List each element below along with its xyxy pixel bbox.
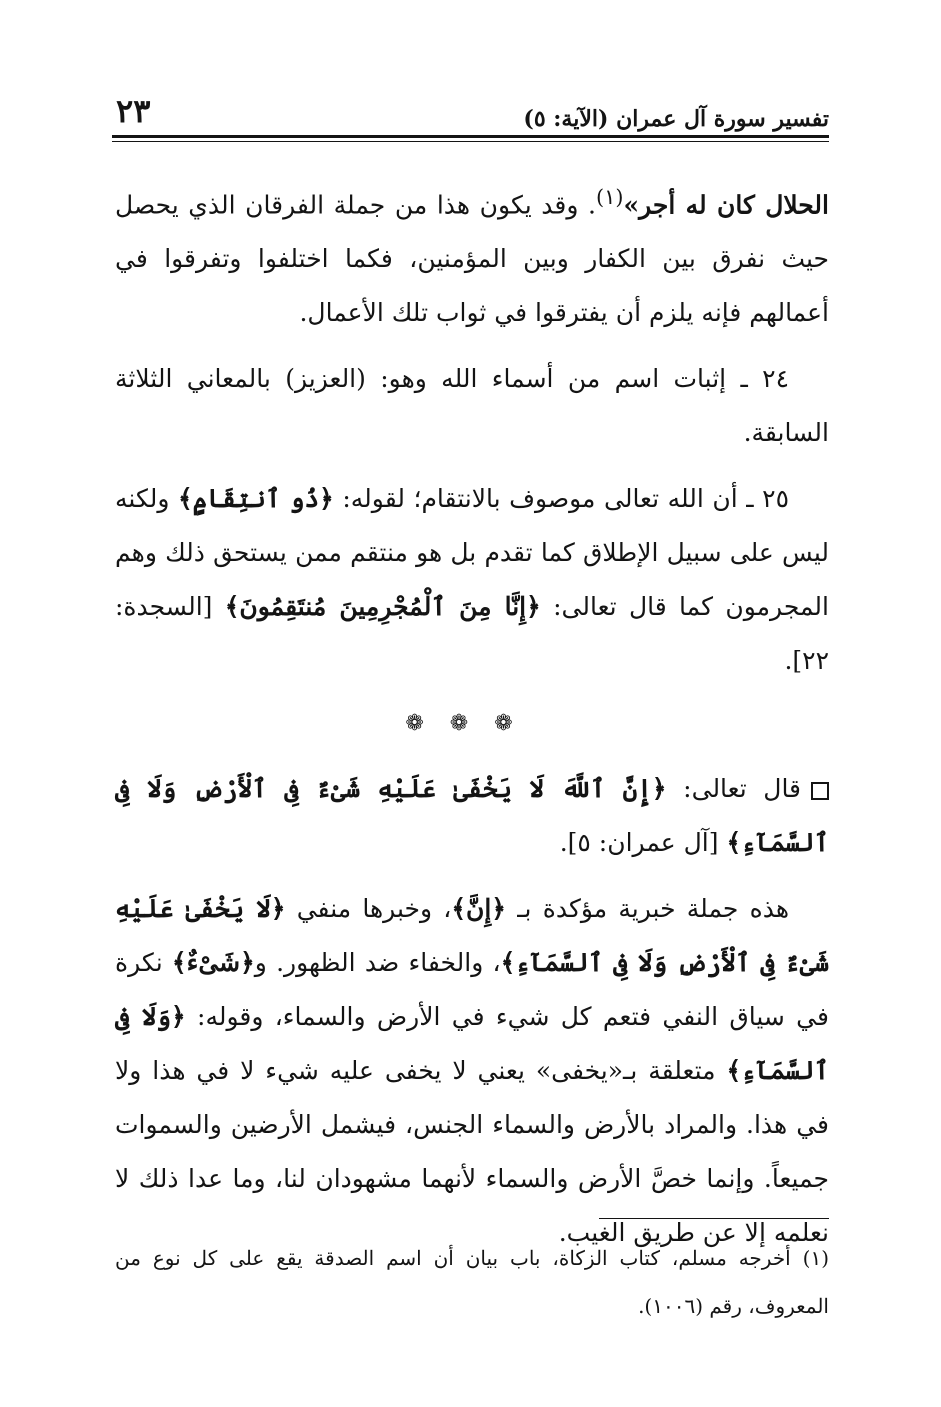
quran-quote: ﴿إِنَّ﴾ [451, 894, 506, 924]
quoted-hadith-end: الحلال كان له أجر» [623, 190, 829, 220]
square-bullet-icon [811, 782, 829, 800]
paragraph-text: ، وخبرها منفي [285, 894, 452, 924]
paragraph-text: متعلقة بـ«يخفى» يعني لا يخفى عليه شيء لا في هذا ولا في هذا. والمراد بالأرض والسماء الجنس، فيشمل الأرضين والسموات جميعاً. وإنما خصَّ الأرض والسماء لأنهما مشهودان لنا، وما عدا ذلك لا نعلمه إلا عن طريق الغيب. [115, 1056, 829, 1248]
quran-quote: ﴿شَىْءٌ﴾ [171, 948, 255, 978]
page-number: ٢٣ [116, 92, 151, 130]
paragraph-text: هذه جملة خبرية مؤكدة بـ [505, 894, 790, 924]
header-title: تفسير سورة آل عمران (الآية: ٥) [523, 106, 829, 132]
point-24: ٢٤ ـ إثبات اسم من أسماء الله وهو: (العزيز) بالمعاني الثلاثة السابقة. [115, 364, 829, 448]
header-rule-thick [112, 135, 829, 138]
paragraph-text: نكرة في سياق النفي فتعم كل شيء في الأرض والسماء، وقوله: [115, 948, 829, 1032]
commentary-paragraph [115, 882, 829, 1260]
main-text [115, 170, 829, 1272]
footnote-ref[interactable]: (١) [595, 185, 624, 209]
paragraph-continuation [115, 170, 829, 340]
paragraph-text: ، والخفاء ضد الظهور. و [254, 948, 501, 978]
verse-heading [115, 762, 829, 870]
section-divider-stars: ❁❁❁ [405, 711, 539, 737]
quran-quote: ﴿وَلَا فِى ٱلسَّمَآءِ﴾ [115, 1002, 829, 1086]
quran-quote: ﴿ذُو ٱنتِقَامٍ﴾ [178, 484, 334, 514]
paragraph-text: . وقد يكون هذا من جملة الفرقان الذي يحصل حيث نفرق بين الكفار وبين المؤمنين، فكما اختلفوا وتفرقوا في أعمالهم فإنه يلزم أن يفترقوا في ثواب تلك الأعمال. [115, 190, 829, 328]
verse-intro: قال تعالى: [666, 774, 802, 804]
verse-citation: [آل عمران: ٥]. [559, 828, 727, 858]
quran-verse: ﴿إِنَّ ٱللَّهَ لَا يَخْفَىٰ عَلَيْهِ شَىْءٌ فِى ٱلْأَرْضِ وَلَا فِى ٱلسَّمَآءِ﴾ [115, 774, 829, 858]
quran-quote: ﴿لَا يَخْفَىٰ عَلَيْهِ شَىْءٌ فِى ٱلْأَرْضِ وَلَا فِى ٱلسَّمَآءِ﴾ [115, 894, 829, 978]
header-rule-thin [112, 141, 829, 142]
footnotes [115, 1234, 829, 1330]
paragraph-text: ٢٥ ـ أن الله تعالى موصوف بالانتقام؛ لقوله: [333, 484, 789, 514]
footnote-separator [599, 1218, 829, 1219]
running-header [112, 92, 829, 144]
citation: [السجدة: ٢٢]. [115, 592, 829, 676]
footnote-1: (١) أخرجه مسلم، كتاب الزكاة، باب بيان أن اسم الصدقة يقع على كل نوع من المعروف، رقم (١٠٠٦). [115, 1246, 829, 1318]
quran-quote: ﴿إِنَّا مِنَ ٱلْمُجْرِمِينَ مُنتَقِمُونَ﴾ [224, 592, 541, 622]
paragraph-text: ولكنه ليس على سبيل الإطلاق كما تقدم بل هو منتقم ممن يستحق ذلك وهم المجرمون كما قال تعالى: [115, 484, 829, 622]
point-25 [115, 472, 829, 688]
